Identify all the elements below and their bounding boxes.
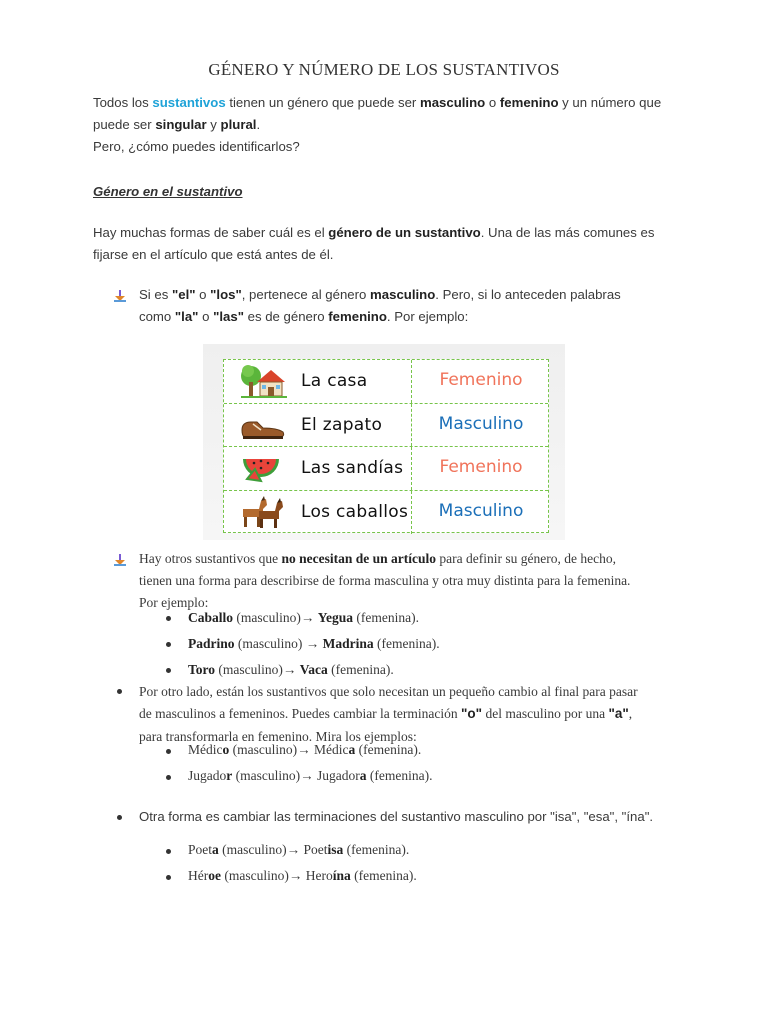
item-text: (masculino)→ Médic bbox=[229, 742, 349, 757]
page-title: GÉNERO Y NÚMERO DE LOS SUSTANTIVOS bbox=[208, 60, 560, 79]
bullet-articles-line-2 bbox=[139, 306, 669, 328]
masculino-term: masculino bbox=[370, 287, 436, 302]
gender-label: Femenino bbox=[439, 370, 523, 390]
masc-ending: r bbox=[226, 768, 233, 783]
item-text: (masculino)→ bbox=[233, 610, 318, 625]
bullet-no-article-line-1 bbox=[139, 548, 669, 570]
intro-text: . bbox=[256, 117, 261, 132]
fem-ending: ína bbox=[332, 868, 351, 883]
section-heading: Género en el sustantivo bbox=[93, 184, 243, 199]
bullet-dot bbox=[166, 616, 171, 621]
gender-line-2: fijarse en el artículo que está antes de él. bbox=[93, 247, 334, 262]
bullet-text: . Por ejemplo: bbox=[386, 309, 469, 324]
list-item bbox=[188, 636, 440, 652]
bullet-text: para definir su género, de hecho, bbox=[436, 551, 616, 566]
table-row bbox=[224, 447, 548, 491]
list-item bbox=[188, 868, 417, 884]
list-item bbox=[188, 742, 421, 758]
list-item bbox=[188, 842, 409, 858]
item-text: (femenina). bbox=[366, 768, 433, 783]
intro-line-2 bbox=[93, 114, 673, 136]
item-text: Médic bbox=[188, 742, 223, 757]
intro-text: o bbox=[485, 95, 500, 110]
bullet-no-article-line-2: tienen una forma para describirse de forma masculina y otra muy distinta para la femenina. bbox=[139, 573, 631, 588]
bullet-articles-line-1 bbox=[139, 284, 669, 306]
intro-text: y bbox=[206, 117, 221, 132]
bullet-small-change-line-1: Por otro lado, están los sustantivos que solo necesitan un pequeño cambio al final para pasar bbox=[139, 684, 638, 699]
femenino-term: femenino bbox=[499, 95, 559, 110]
fem-word: Yegua bbox=[317, 610, 354, 625]
bullet-small-change-line-3: para transformarla en femenino. Mira los ejemplos: bbox=[139, 729, 417, 744]
fem-ending: a bbox=[359, 768, 367, 783]
list-item bbox=[188, 662, 394, 678]
gender-label: Masculino bbox=[438, 413, 524, 434]
no-article-term: no necesitan de un artículo bbox=[281, 551, 437, 566]
intro-text: tienen un género que puede ser bbox=[225, 95, 420, 110]
item-text: (femenina). bbox=[343, 842, 410, 857]
item-text: (femenina). bbox=[373, 636, 440, 651]
item-text: (masculino) → bbox=[234, 636, 323, 651]
word-label: El zapato bbox=[301, 414, 383, 435]
para-text: Hay muchas formas de saber cuál es el bbox=[93, 225, 329, 240]
para-text: . Una de las más comunes es bbox=[480, 225, 655, 240]
bullet-text: , pertenece al género bbox=[241, 287, 371, 302]
table-row bbox=[224, 404, 548, 448]
item-text: (femenina). bbox=[353, 610, 419, 625]
bullet-small-change bbox=[139, 681, 669, 745]
item-text: (femenina). bbox=[350, 868, 417, 883]
item-text: Jugado bbox=[188, 768, 227, 783]
item-text: (masculino)→ Poet bbox=[218, 842, 328, 857]
item-text: (femenina). bbox=[327, 662, 394, 677]
bullet-text: o bbox=[195, 287, 211, 302]
article-los: "los" bbox=[210, 287, 242, 302]
table-row bbox=[224, 360, 548, 404]
bullet-dot bbox=[166, 775, 171, 780]
fem-ending: a bbox=[348, 742, 356, 757]
word-label: Las sandías bbox=[301, 458, 404, 478]
masc-ending: oe bbox=[208, 868, 221, 883]
masc-word: Caballo bbox=[188, 610, 234, 625]
bullet-endings: Otra forma es cambiar las terminaciones del sustantivo masculino por "isa", "esa", "ína". bbox=[139, 809, 654, 824]
plural-term: plural bbox=[220, 117, 257, 132]
item-text: Hér bbox=[188, 868, 209, 883]
gender-paragraph bbox=[93, 222, 673, 266]
bullet-text: Hay otros sustantivos que bbox=[139, 551, 282, 566]
bullet-text: , bbox=[628, 706, 633, 721]
bullet-no-article bbox=[139, 548, 669, 610]
bullet-dot bbox=[166, 875, 171, 880]
article-la: "la" bbox=[174, 309, 199, 324]
bullet-text: . Pero, si lo anteceden palabras bbox=[435, 287, 621, 302]
item-text: (masculino)→ Hero bbox=[221, 868, 333, 883]
arrow-bullet-icon bbox=[114, 554, 126, 566]
bullet-text: de masculinos a femeninos. Puedes cambiar la terminación bbox=[139, 706, 462, 721]
shoe-icon bbox=[239, 406, 287, 444]
item-text: (masculino)→ bbox=[215, 662, 300, 677]
article-las: "las" bbox=[213, 309, 244, 324]
masc-ending: a bbox=[212, 842, 219, 857]
gender-line-1 bbox=[93, 222, 673, 244]
bullet-text: o bbox=[198, 309, 214, 324]
bullet-dot bbox=[166, 749, 171, 754]
fem-ending: isa bbox=[327, 842, 344, 857]
masc-ending: o bbox=[222, 742, 230, 757]
item-text: (masculino)→ Jugador bbox=[232, 768, 360, 783]
intro-paragraph bbox=[93, 92, 673, 158]
table-row bbox=[224, 491, 548, 535]
bullet-dot bbox=[117, 815, 122, 820]
article-el: "el" bbox=[171, 287, 196, 302]
bullet-text: del masculino por una bbox=[482, 706, 609, 721]
intro-text: y un número que bbox=[558, 95, 662, 110]
fem-word: Vaca bbox=[299, 662, 328, 677]
item-text: Poet bbox=[188, 842, 213, 857]
masc-word: Padrino bbox=[188, 636, 235, 651]
horses-icon bbox=[239, 493, 287, 531]
bullet-text: como bbox=[139, 309, 175, 324]
bullet-dot bbox=[166, 668, 171, 673]
masc-word: Toro bbox=[188, 662, 216, 677]
house-icon bbox=[239, 362, 287, 400]
watermelon-icon bbox=[239, 449, 287, 487]
list-item bbox=[188, 768, 432, 784]
ending-a: "a" bbox=[608, 706, 629, 721]
masculino-term: masculino bbox=[419, 95, 486, 110]
gender-term: género de un sustantivo bbox=[328, 225, 481, 240]
singular-term: singular bbox=[155, 117, 207, 132]
examples-grid bbox=[223, 359, 549, 533]
fem-word: Madrina bbox=[322, 636, 374, 651]
bullet-articles bbox=[139, 284, 669, 328]
examples-image bbox=[203, 344, 565, 540]
bullet-no-article-line-3: Por ejemplo: bbox=[139, 595, 209, 610]
bullet-dot bbox=[166, 849, 171, 854]
list-item bbox=[188, 610, 419, 626]
word-label: Los caballos bbox=[301, 501, 409, 522]
intro-line-1 bbox=[93, 92, 673, 114]
arrow-bullet-icon bbox=[114, 290, 126, 302]
bullet-dot bbox=[117, 689, 122, 694]
bullet-dot bbox=[166, 642, 171, 647]
sustantivos-link[interactable]: sustantivos bbox=[152, 95, 226, 110]
bullet-text: es de género bbox=[243, 309, 329, 324]
word-label: La casa bbox=[301, 371, 368, 391]
item-text: (femenina). bbox=[355, 742, 422, 757]
gender-label: Femenino bbox=[439, 457, 523, 477]
intro-text: Todos los bbox=[93, 95, 153, 110]
intro-line-3: Pero, ¿cómo puedes identificarlos? bbox=[93, 139, 300, 154]
bullet-small-change-line-2 bbox=[139, 703, 669, 725]
intro-text: puede ser bbox=[93, 117, 156, 132]
femenino-term: femenino bbox=[328, 309, 387, 324]
ending-o: "o" bbox=[461, 706, 483, 721]
bullet-text: Si es bbox=[139, 287, 172, 302]
gender-label: Masculino bbox=[438, 500, 524, 521]
